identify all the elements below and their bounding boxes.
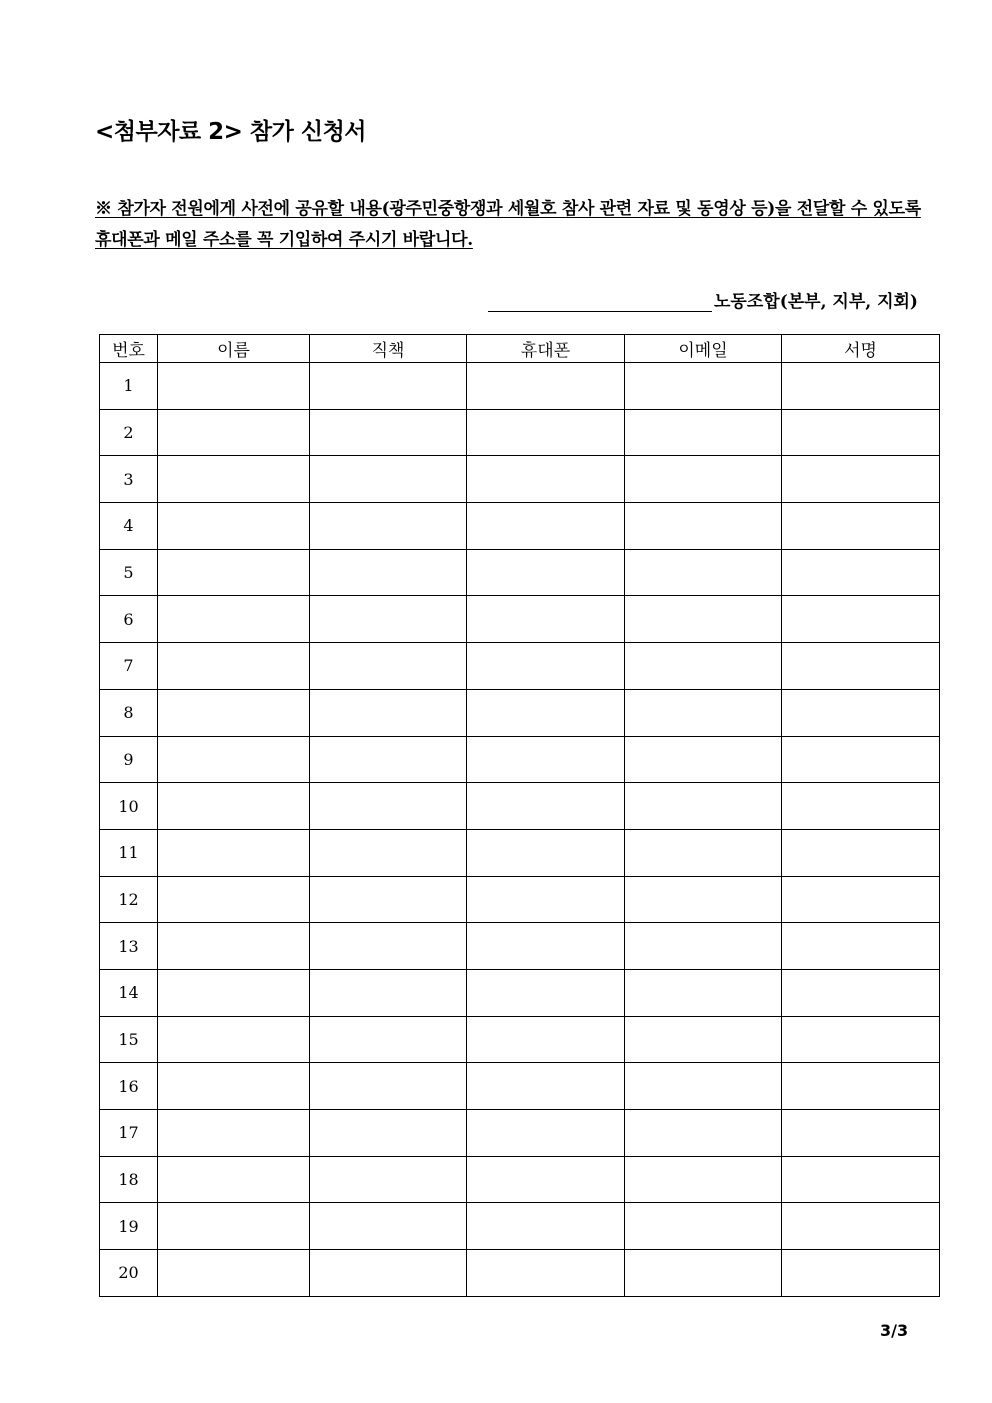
- phone-cell[interactable]: [467, 969, 625, 1016]
- position-cell[interactable]: [310, 456, 467, 503]
- name-cell[interactable]: [158, 643, 310, 690]
- email-cell[interactable]: [625, 1203, 782, 1250]
- signature-cell[interactable]: [782, 783, 940, 830]
- notice-text: ※ 참가자 전원에게 사전에 공유할 내용(광주민중항쟁과 세월호 참사 관련 자료 및 동영상 등)을 전달할 수 있도록 휴대폰과 메일 주소를 꼭 기입하여 주시기 바랍니다.: [95, 199, 921, 250]
- header-phone: 휴대폰: [467, 335, 625, 363]
- signature-cell[interactable]: [782, 363, 940, 410]
- name-cell[interactable]: [158, 829, 310, 876]
- signature-cell[interactable]: [782, 1063, 940, 1110]
- application-table: [99, 334, 940, 1297]
- email-cell[interactable]: [625, 689, 782, 736]
- phone-cell[interactable]: [467, 409, 625, 456]
- email-cell[interactable]: [625, 409, 782, 456]
- phone-cell[interactable]: [467, 596, 625, 643]
- signature-cell[interactable]: [782, 829, 940, 876]
- row-number: 1: [100, 363, 158, 410]
- row-number: 8: [100, 689, 158, 736]
- position-cell[interactable]: [310, 829, 467, 876]
- position-cell[interactable]: [310, 876, 467, 923]
- phone-cell[interactable]: [467, 456, 625, 503]
- email-cell[interactable]: [625, 876, 782, 923]
- phone-cell[interactable]: [467, 1110, 625, 1157]
- page-number: 3/3: [880, 1321, 909, 1340]
- signature-cell[interactable]: [782, 1250, 940, 1297]
- row-number: 16: [100, 1063, 158, 1110]
- table-row: [100, 363, 940, 410]
- row-number: 19: [100, 1203, 158, 1250]
- phone-cell[interactable]: [467, 1016, 625, 1063]
- position-cell[interactable]: [310, 1250, 467, 1297]
- phone-cell[interactable]: [467, 1250, 625, 1297]
- email-cell[interactable]: [625, 596, 782, 643]
- signature-cell[interactable]: [782, 643, 940, 690]
- position-cell[interactable]: [310, 503, 467, 550]
- email-cell[interactable]: [625, 643, 782, 690]
- signature-cell[interactable]: [782, 923, 940, 970]
- phone-cell[interactable]: [467, 643, 625, 690]
- email-cell[interactable]: [625, 1063, 782, 1110]
- table-row: [100, 736, 940, 783]
- email-cell[interactable]: [625, 969, 782, 1016]
- row-number: 15: [100, 1016, 158, 1063]
- signature-cell[interactable]: [782, 689, 940, 736]
- position-cell[interactable]: [310, 689, 467, 736]
- position-cell[interactable]: [310, 409, 467, 456]
- row-number: 13: [100, 923, 158, 970]
- name-cell[interactable]: [158, 783, 310, 830]
- table-row: [100, 456, 940, 503]
- phone-cell[interactable]: [467, 503, 625, 550]
- position-cell[interactable]: [310, 1016, 467, 1063]
- signature-cell[interactable]: [782, 1016, 940, 1063]
- document-title: <첨부자료 2> 참가 신청서: [95, 119, 367, 145]
- table-row: [100, 643, 940, 690]
- position-cell[interactable]: [310, 1203, 467, 1250]
- table-row: [100, 1156, 940, 1203]
- name-cell[interactable]: [158, 969, 310, 1016]
- position-cell[interactable]: [310, 969, 467, 1016]
- email-cell[interactable]: [625, 923, 782, 970]
- position-cell[interactable]: [310, 363, 467, 410]
- phone-cell[interactable]: [467, 1063, 625, 1110]
- email-cell[interactable]: [625, 456, 782, 503]
- table-row: [100, 1110, 940, 1157]
- union-name-blank[interactable]: [488, 291, 712, 312]
- header-number: 번호: [100, 335, 158, 363]
- email-cell[interactable]: [625, 736, 782, 783]
- position-cell[interactable]: [310, 549, 467, 596]
- phone-cell[interactable]: [467, 363, 625, 410]
- phone-cell[interactable]: [467, 829, 625, 876]
- name-cell[interactable]: [158, 1156, 310, 1203]
- row-number: 9: [100, 736, 158, 783]
- table-row: [100, 1063, 940, 1110]
- phone-cell[interactable]: [467, 549, 625, 596]
- email-cell[interactable]: [625, 1016, 782, 1063]
- phone-cell[interactable]: [467, 736, 625, 783]
- table-row: [100, 923, 940, 970]
- name-cell[interactable]: [158, 736, 310, 783]
- name-cell[interactable]: [158, 456, 310, 503]
- union-label: 노동조합(본부, 지부, 지회): [714, 292, 918, 312]
- name-cell[interactable]: [158, 596, 310, 643]
- name-cell[interactable]: [158, 409, 310, 456]
- name-cell[interactable]: [158, 503, 310, 550]
- row-number: 4: [100, 503, 158, 550]
- header-signature: 서명: [782, 335, 940, 363]
- table-row: [100, 1203, 940, 1250]
- signature-cell[interactable]: [782, 456, 940, 503]
- table-row: [100, 1016, 940, 1063]
- email-cell[interactable]: [625, 1110, 782, 1157]
- header-position: 직책: [310, 335, 467, 363]
- email-cell[interactable]: [625, 1250, 782, 1297]
- position-cell[interactable]: [310, 643, 467, 690]
- row-number: 7: [100, 643, 158, 690]
- row-number: 17: [100, 1110, 158, 1157]
- phone-cell[interactable]: [467, 876, 625, 923]
- name-cell[interactable]: [158, 549, 310, 596]
- table-row: [100, 783, 940, 830]
- phone-cell[interactable]: [467, 1156, 625, 1203]
- name-cell[interactable]: [158, 1203, 310, 1250]
- name-cell[interactable]: [158, 689, 310, 736]
- table-row: [100, 829, 940, 876]
- position-cell[interactable]: [310, 1110, 467, 1157]
- signature-cell[interactable]: [782, 596, 940, 643]
- name-cell[interactable]: [158, 363, 310, 410]
- row-number: 20: [100, 1250, 158, 1297]
- position-cell[interactable]: [310, 1156, 467, 1203]
- signature-cell[interactable]: [782, 1110, 940, 1157]
- email-cell[interactable]: [625, 549, 782, 596]
- phone-cell[interactable]: [467, 783, 625, 830]
- email-cell[interactable]: [625, 503, 782, 550]
- email-cell[interactable]: [625, 363, 782, 410]
- signature-cell[interactable]: [782, 1203, 940, 1250]
- row-number: 18: [100, 1156, 158, 1203]
- signature-cell[interactable]: [782, 736, 940, 783]
- table-header-row: [100, 335, 940, 363]
- name-cell[interactable]: [158, 923, 310, 970]
- table-row: [100, 969, 940, 1016]
- signature-cell[interactable]: [782, 1156, 940, 1203]
- row-number: 14: [100, 969, 158, 1016]
- position-cell[interactable]: [310, 1063, 467, 1110]
- union-field: [488, 287, 923, 312]
- signature-cell[interactable]: [782, 969, 940, 1016]
- name-cell[interactable]: [158, 1250, 310, 1297]
- row-number: 11: [100, 829, 158, 876]
- table-row: [100, 1250, 940, 1297]
- name-cell[interactable]: [158, 1063, 310, 1110]
- row-number: 12: [100, 876, 158, 923]
- table-row: [100, 549, 940, 596]
- table-row: [100, 689, 940, 736]
- row-number: 3: [100, 456, 158, 503]
- row-number: 2: [100, 409, 158, 456]
- phone-cell[interactable]: [467, 1203, 625, 1250]
- name-cell[interactable]: [158, 1110, 310, 1157]
- position-cell[interactable]: [310, 736, 467, 783]
- signature-cell[interactable]: [782, 409, 940, 456]
- email-cell[interactable]: [625, 783, 782, 830]
- table-row: [100, 409, 940, 456]
- table-row: [100, 876, 940, 923]
- email-cell[interactable]: [625, 829, 782, 876]
- name-cell[interactable]: [158, 876, 310, 923]
- position-cell[interactable]: [310, 923, 467, 970]
- position-cell[interactable]: [310, 596, 467, 643]
- signature-cell[interactable]: [782, 549, 940, 596]
- phone-cell[interactable]: [467, 689, 625, 736]
- row-number: 5: [100, 549, 158, 596]
- name-cell[interactable]: [158, 1016, 310, 1063]
- position-cell[interactable]: [310, 783, 467, 830]
- table-row: [100, 503, 940, 550]
- header-email: 이메일: [625, 335, 782, 363]
- table-row: [100, 596, 940, 643]
- signature-cell[interactable]: [782, 876, 940, 923]
- header-name: 이름: [158, 335, 310, 363]
- phone-cell[interactable]: [467, 923, 625, 970]
- row-number: 6: [100, 596, 158, 643]
- email-cell[interactable]: [625, 1156, 782, 1203]
- signature-cell[interactable]: [782, 503, 940, 550]
- row-number: 10: [100, 783, 158, 830]
